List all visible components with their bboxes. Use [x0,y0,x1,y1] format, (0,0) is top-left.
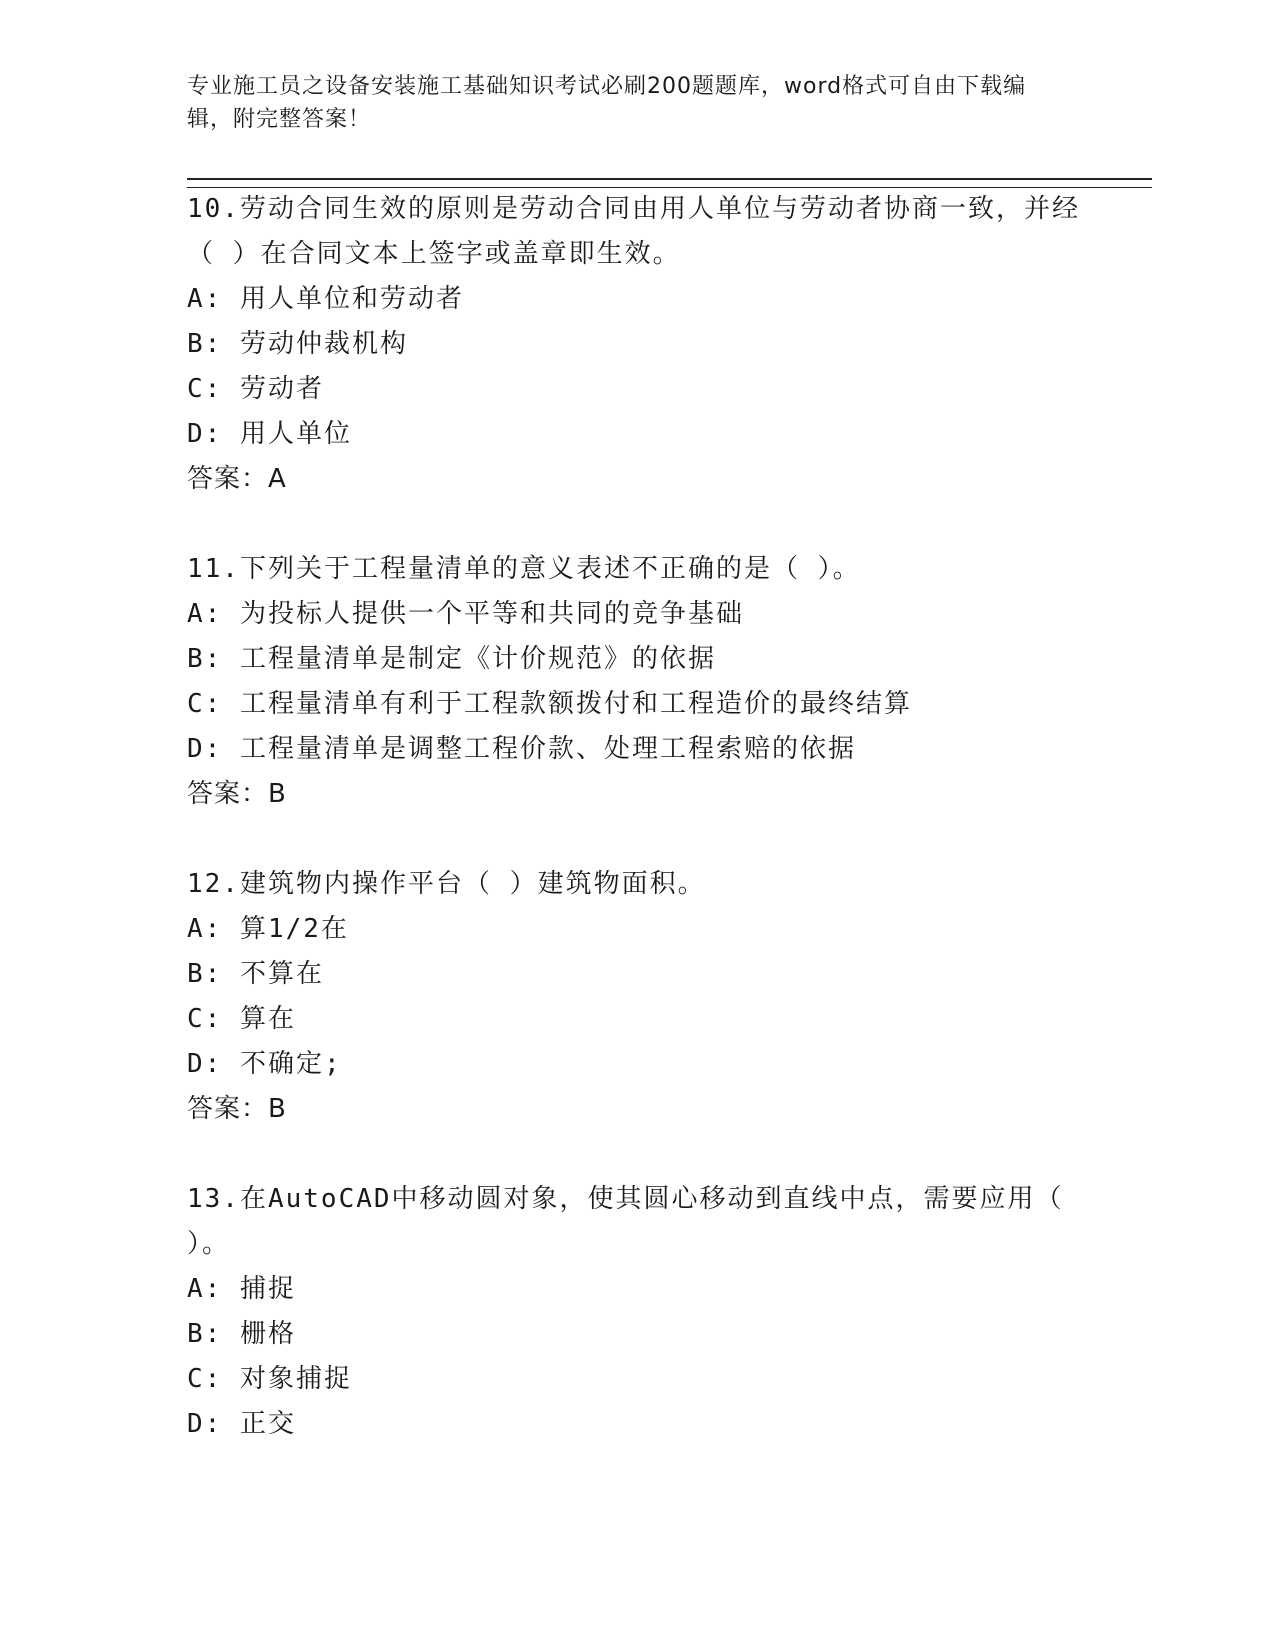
option-a: A: 用人单位和劳动者 [187,284,464,314]
option-c: C: 算在 [187,1004,296,1034]
question-stem: 10.劳动合同生效的原则是劳动合同由用人单位与劳动者协商一致，并经（ ）在合同文本上签字或盖章即生效。 [187,194,1080,269]
answer: 答案：A [187,464,287,494]
option-b: B: 劳动仲裁机构 [187,329,408,359]
option-a: A: 算1/2在 [187,914,349,944]
question-12 [187,862,1087,1132]
option-b: B: 不算在 [187,959,324,989]
question-stem: 11.下列关于工程量清单的意义表述不正确的是（ ）。 [187,554,861,584]
option-b: B: 栅格 [187,1319,296,1349]
question-13 [187,1177,1087,1447]
option-d: D: 正交 [187,1409,296,1439]
answer: 答案：B [187,1094,287,1124]
option-b: B: 工程量清单是制定《计价规范》的依据 [187,644,716,674]
question-list [187,187,1087,1447]
option-c: C: 劳动者 [187,374,324,404]
option-d: D: 不确定; [187,1049,342,1079]
question-11 [187,547,1087,817]
document-header: 专业施工员之设备安装施工基础知识考试必刷200题题库，word格式可自由下载编辑，附完整答案！ [187,74,1027,132]
option-c: C: 对象捕捉 [187,1364,352,1394]
option-a: A: 捕捉 [187,1274,296,1304]
answer: 答案：B [187,779,287,809]
option-d: D: 工程量清单是调整工程价款、处理工程索赔的依据 [187,734,856,764]
option-d: D: 用人单位 [187,419,352,449]
option-a: A: 为投标人提供一个平等和共同的竞争基础 [187,599,744,629]
question-stem: 12.建筑物内操作平台（ ）建筑物面积。 [187,869,706,899]
option-c: C: 工程量清单有利于工程款额拨付和工程造价的最终结算 [187,689,912,719]
question-stem: 13.在AutoCAD中移动圆对象，使其圆心移动到直线中点，需要应用（ ）。 [187,1184,1064,1259]
question-10 [187,187,1087,502]
